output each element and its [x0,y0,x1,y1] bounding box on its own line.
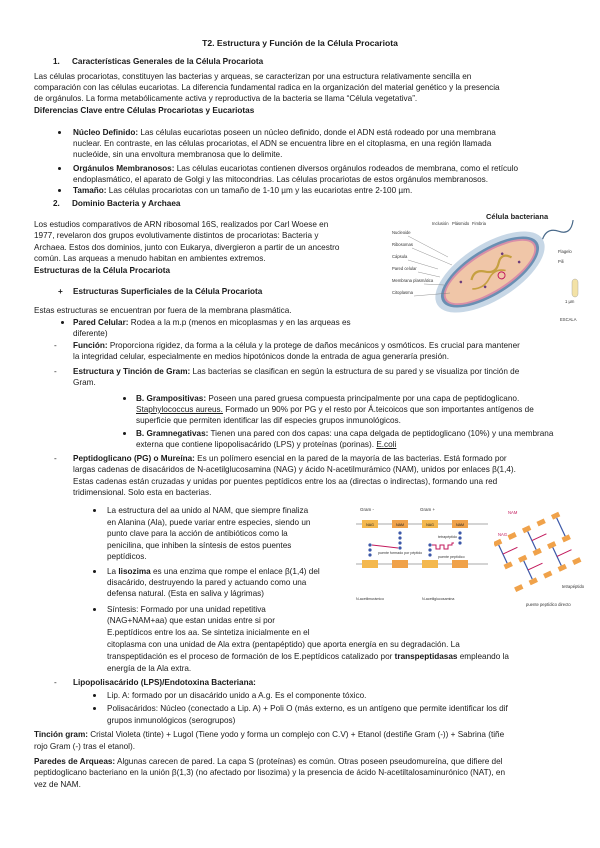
arq-label: Paredes de Arqueas: [34,757,116,766]
bullet-line: Síntesis: Formado por una unidad repetitiva [107,605,266,614]
peptidoglycan-network-figure [494,502,594,617]
bullet-line: La estructura del aa unido al NAM, que siempre finaliza [107,506,309,515]
bullet-icon [58,167,61,170]
dash-icon: - [54,341,57,350]
bullet-text: La [107,567,119,576]
arn-line: común. Las arqueas a menudo habitan en ambientes extremos. [34,254,266,263]
figure-label: puente peptídico directo [526,602,571,607]
section-title: Características Generales de la Célula Procariota [72,57,264,66]
figure-label: puente peptídico [438,555,465,559]
block-label: NAM [456,523,464,527]
nag-block [422,560,438,568]
bullet-text: Rodea a la m.p (menos en micoplasmas y en las arqueas es [128,318,351,327]
bullet-icon [61,321,64,324]
bullet-icon [93,608,96,611]
sup-intro: Estas estructuras se encuentran por fuera de la membrana plasmática. [34,306,292,315]
cell-label: Flagelo [558,249,572,254]
bullet-line: Polisacáridos: Núcleo (conectado a Lip. A) + Poli O (más externo, es un antígeno que permite identificar los dif [107,704,508,713]
bullet-line [136,428,553,439]
gram-label: Tinción gram: [34,730,88,739]
bullet-text: transpeptidación es el proceso de formación de los E.peptídicos catalizado por [107,652,395,661]
species-name: E.coli [376,440,397,449]
section-number: 2. [53,199,60,208]
block-label: NAG [366,523,374,527]
bullet-line: diferente) [73,329,108,338]
section-title: Dominio Bacteria y Archaea [72,199,181,208]
bullet-text: empleando la [457,652,509,661]
subsection-title: Estructuras Superficiales de la Célula Procariota [73,287,263,296]
bullet-line: (NAG+NAM+aa) que estan unidas entre si por [107,616,275,625]
cell-label: Nucleoide [392,230,411,235]
bullet-line: nucleóide, sin una envoltura membranosa que lo delimite. [73,150,283,159]
bullet-icon [93,694,96,697]
bullet-line: Lip. A: formado por un disacárido unido a A.g. Es el componente tóxico. [107,691,367,700]
block-label: NAG [426,523,434,527]
species-name: Staphylococcus aureus. [136,405,223,414]
figure-label: puente formado por péptido [378,551,423,555]
bullet-icon [123,432,126,435]
section-number: 1. [53,57,60,66]
item-label: Estructura y Tinción de Gram: [73,367,191,376]
item-text: Es un polímero esencial en la pared de la mayoría de las bacterias. Está formado por [194,454,507,463]
item-line: largas cadenas de disacáridos de N-acetilglucosamina (NAG) y ácido N-acetilmurámico (NAM), unidos por enlaces β(1,4). [73,465,516,474]
bullet-text: es una enzima que rompe el enlace β(1,4) del [150,567,320,576]
arq-line: peptidoglicano bacteriano en la unión β(1,3) (no afectado por lisozima) y la presencia de ácido N-acetiltalosaminurónico (NAT), en [34,768,506,777]
cell-label: Plásmido [452,221,470,226]
bullet-text: Las células eucariotas poseen un núcleo definido, donde el ADN está rodeado por una membrana [138,128,496,137]
bullet-line: nuclear. En contraste, en las células procariotas, el ADN se encuentra libre en el citoplasma, en una región llamada [73,139,492,148]
bullet-line: grupos inmunológicos (serogrupos) [107,716,236,725]
nag-block [362,560,378,568]
block-label: NAM [396,523,404,527]
bullet-label: transpeptidasas [394,652,458,661]
bullet-line [136,393,519,404]
scale-label: ESCALA [560,317,577,322]
bullet-label: lisozima [118,567,151,576]
gram-line [34,729,504,740]
figure-label: Gram + [420,507,436,512]
item-line [73,340,520,351]
arq-line [34,756,502,767]
figure-label: N-acetilglucosamina [422,597,455,601]
arn-line: Los estudios comparativos de ARN ribosomal 16S, realizados por Carl Woese en [34,220,329,229]
bullet-text: externa que contiene lipopolisacárido (LPS) y proteínas (porinas). [136,440,377,449]
bullet-label: Tamaño: [73,186,107,195]
dash-icon: - [54,367,57,376]
nam-block [452,560,468,568]
gram-text: Cristal Violeta (tinte) + Lugol (Tiene yodo y forma un complejo con C.V) + Etanol (destiñe Gram (-)) + Sabrina (tiñe [87,730,505,739]
scale-cell [572,279,578,297]
item-label: Peptidoglicano (PG) o Mureína: [73,454,195,463]
bullet-icon [123,397,126,400]
dash-icon: - [54,454,57,463]
page-title: T2. Estructura y Función de la Célula Procariota [202,38,398,48]
bullet-label: Pared Celular: [73,318,129,327]
bullet-text: Las células eucariotas contienen diversos orgánulos rodeados de membrana, como el retículo [174,164,519,173]
subsection-title: Estructuras de la Célula Procariota [34,266,171,275]
cell-label: Cápsula [392,254,408,259]
subsection-title: Diferencias Clave entre Células Procariotas y Eucariotas [34,106,255,115]
bullet-line [73,185,412,196]
arn-line: Archaea. Estos dos dominios, junto con Eukarya, divergieron a partir de un ancestro [34,243,340,252]
figure-label: tetrapéptido [438,535,457,539]
figure-label: Gram - [360,507,374,512]
figure-label: N-acetilmurámico [356,597,384,601]
dash-icon: - [54,678,57,687]
bullet-line [107,566,320,577]
item-line: Estas cadenas están cruzadas y unidas por puentes peptídicos entre los aa (directas o indirectas), formando una red [73,477,498,486]
figure-label: NAM [508,510,518,515]
bullet-line: peptídicos. [107,552,147,561]
bullet-label: B. Gramnegativas: [136,429,209,438]
bullet-line: penicilina, que inhiben la síntesis de estos puentes [107,541,292,550]
bullet-line: en Alanina (Ala), puede variar entre especies, siendo un [107,518,311,527]
bullet-line: citoplasma con una unidad de Ala extra (pentapéptido) que aporta energía en su degradación. La [107,640,460,649]
cell-label: Fimbria [472,221,486,226]
cell-label: Inclusión [432,221,449,226]
figure-heading: Célula bacteriana [486,212,549,221]
bullet-line [136,439,396,450]
item-line: Gram. [73,378,96,387]
bullet-icon [93,509,96,512]
peptidoglycan-gram-figure [352,502,492,604]
cell-label: Ribosomas [392,242,413,247]
bullet-text: Tienen una pared con dos capas: una capa delgada de peptidoglicano (10%) y una membrana [208,429,554,438]
arq-text: Algunas carecen de pared. La capa S (proteínas) es común. Otras poseen pseudomureína, que difiere del [115,757,503,766]
scale-label: 1 µm [565,299,575,304]
item-text: Proporciona rigidez, da forma a la célula y la protege de daños mecánicos y osmóticos. Es crucial para mantener [107,341,520,350]
bullet-line: endoplasmático, el aparato de Golgi y las mitocondrias. Las células procariotas de estos orgánulos membranosos. [73,175,489,184]
arq-line: vez de NAM. [34,780,81,789]
flagellum-shape [541,217,577,245]
bullet-icon [93,570,96,573]
intro-line: comparación con las células eucariotas. La diferencia fundamental radica en la organización del material genético y la presencia [34,83,500,92]
item-line: la integridad celular, especialmente en medios hipotónicos donde la entrada de agua generaría presión. [73,352,449,361]
nam-block [392,560,408,568]
intro-line: de orgánulos. La forma metabólicamente activa y reproductiva de la bacteria se llama “Célula vegetativa”. [34,94,418,103]
bullet-line: superficie que permiten identificar las dif especies grupos inmunológicos. [136,416,401,425]
bullet-icon [93,707,96,710]
bullet-line: punto clave para la acción de antibióticos como la [107,529,288,538]
figure-label: tetrapéptido [562,584,585,589]
bullet-icon [58,189,61,192]
item-label: Lipopolisacárido (LPS)/Endotoxina Bacteriana: [73,678,256,687]
item-line [73,366,519,377]
bullet-label: B. Grampositivas: [136,394,207,403]
figure-label: NAG [498,532,508,537]
cell-label: Pared celular [392,266,417,271]
bacterial-cell-figure [390,207,590,327]
bullet-line: energía de la Ala extra. [107,664,192,673]
arn-line: 1977, revelaron dos grupos evolutivamente distintos de procariotas: Bacteria y [34,231,319,240]
plus-icon: + [58,287,63,296]
bullet-line [136,404,534,415]
cell-label: Pili [558,259,564,264]
cell-label: Membrana plasmática [392,278,434,283]
bullet-line: E.peptídicos entre los aa. Se sintetiza inicialmente en el [107,628,310,637]
bullet-label: Núcleo Definido: [73,128,139,137]
bullet-text: Poseen una pared gruesa compuesta principalmente por una capa de peptidoglicano. [206,394,520,403]
bullet-label: Orgánulos Membranosos: [73,164,175,173]
bullet-text: Formado un 90% por PG y el resto por Á.teicoicos que son importantes antígenos de [222,405,534,414]
gram-line: rojo Gram (-) tras el etanol). [34,742,136,751]
bullet-line [73,127,496,138]
bullet-icon [58,131,61,134]
bullet-line: defensa natural. (Esta en saliva y lágrimas) [107,589,265,598]
bullet-line: disacárido, destruyendo la pared y actuando como una [107,578,307,587]
item-line [73,453,507,464]
item-text: Las bacterias se clasifican en según la estructura de su pared y se visualiza por tinción de [190,367,520,376]
intro-line: Las células procariotas, constituyen las bacterias y arqueas, se caracterizan por una estructura relativamente sencilla en [34,72,472,81]
bullet-line [73,317,351,328]
bullet-line [73,163,518,174]
bullet-text: Las células procariotas con un tamaño de 1-10 µm y las eucariotas entre 2-100 µm. [106,186,413,195]
item-line: tridimensional. Solo esta en bacterias. [73,488,212,497]
bullet-line [107,651,509,662]
cell-label: Citoplasma [392,290,413,295]
item-label: Función: [73,341,108,350]
